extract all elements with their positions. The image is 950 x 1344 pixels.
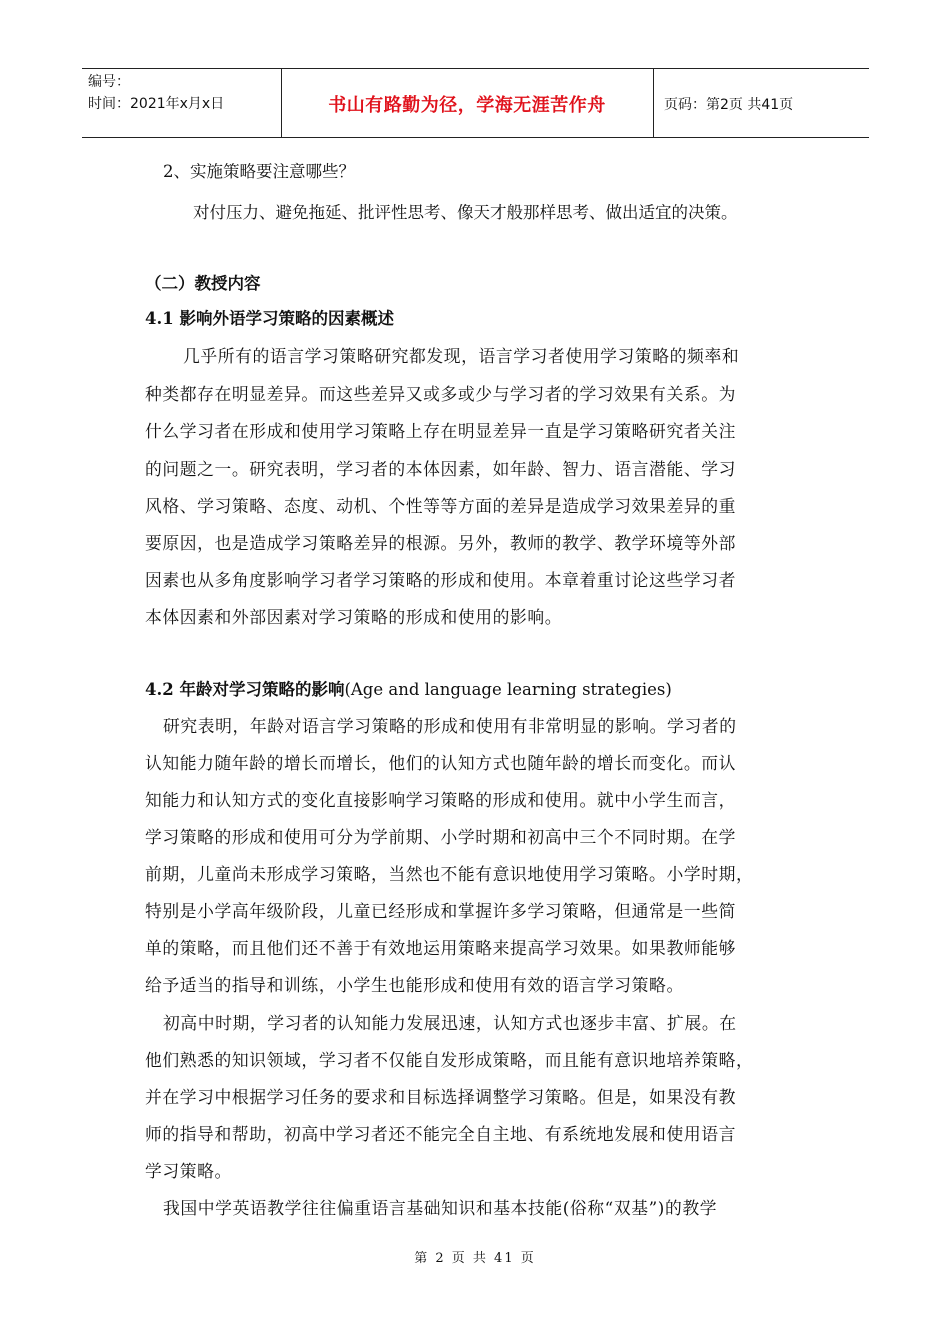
paragraph-line: 我国中学英语教学往往偏重语言基础知识和基本技能(俗称“双基”)的教学 bbox=[163, 1198, 718, 1218]
paragraph-line: 风格、学习策略、态度、动机、个性等等方面的差异是造成学习效果差异的重 bbox=[145, 496, 736, 516]
paragraph-line: 学习策略。 bbox=[145, 1161, 232, 1181]
paragraph-line: 给予适当的指导和训练，小学生也能形成和使用有效的语言学习策略。 bbox=[145, 975, 684, 995]
paragraph-line: 师的指导和帮助，初高中学习者还不能完全自主地、有系统地发展和使用语言 bbox=[145, 1124, 736, 1144]
section-4-2-heading-main: 4.2 年龄对学习策略的影响 bbox=[145, 680, 345, 699]
paragraph-line: 研究表明，年龄对语言学习策略的形成和使用有非常明显的影响。学习者的 bbox=[163, 716, 737, 736]
paragraph-line: 学习策略的形成和使用可分为学前期、小学时期和初高中三个不同时期。在学 bbox=[145, 827, 736, 847]
number-label: 编号： bbox=[88, 74, 130, 90]
page-footer: 第 2 页 共 41 页 bbox=[414, 1251, 536, 1266]
header-divider bbox=[653, 69, 654, 137]
paragraph-line: 初高中时期，学习者的认知能力发展迅速，认知方式也逐步丰富、扩展。在 bbox=[163, 1013, 737, 1033]
paragraph-line: 几乎所有的语言学习策略研究都发现，语言学习者使用学习策略的频率和 bbox=[183, 346, 740, 366]
header-left-cell bbox=[88, 71, 224, 115]
paragraph-line: 要原因，也是造成学习策略差异的根源。另外，教师的教学、教学环境等外部 bbox=[145, 533, 736, 553]
section-4-1-heading: 4.1 影响外语学习策略的因素概述 bbox=[145, 309, 394, 328]
paragraph-line: 认知能力随年龄的增长而增长，他们的认知方式也随年龄的增长而变化。而认 bbox=[145, 753, 736, 773]
section-4-2-heading bbox=[145, 676, 672, 700]
header-page-info: 页码：第2页 共41页 bbox=[664, 97, 794, 113]
paragraph-line: 单的策略，而且他们还不善于有效地运用策略来提高学习效果。如果教师能够 bbox=[145, 938, 736, 958]
section-4-2-heading-english: (Age and language learning strategies) bbox=[344, 680, 672, 699]
page-header bbox=[82, 68, 869, 138]
question-title: 2、实施策略要注意哪些？ bbox=[163, 162, 355, 181]
paragraph-line: 并在学习中根据学习任务的要求和目标选择调整学习策略。但是，如果没有教 bbox=[145, 1087, 736, 1107]
paragraph-line: 什么学习者在形成和使用学习策略上存在明显差异一直是学习策略研究者关注 bbox=[145, 421, 736, 441]
section-heading: （二）教授内容 bbox=[145, 274, 261, 293]
paragraph-line: 特别是小学高年级阶段，儿童已经形成和掌握许多学习策略，但通常是一些简 bbox=[145, 901, 736, 921]
date-label: 时间：2021年x月x日 bbox=[88, 96, 225, 112]
header-motto: 书山有路勤为径，学海无涯苦作舟 bbox=[328, 95, 606, 116]
paragraph-line: 前期，儿童尚未形成学习策略，当然也不能有意识地使用学习策略。小学时期， bbox=[145, 864, 754, 884]
paragraph-line: 种类都存在明显差异。而这些差异又或多或少与学习者的学习效果有关系。为 bbox=[145, 384, 736, 404]
paragraph-line: 他们熟悉的知识领域，学习者不仅能自发形成策略，而且能有意识地培养策略， bbox=[145, 1050, 754, 1070]
paragraph-line: 因素也从多角度影响学习者学习策略的形成和使用。本章着重讨论这些学习者 bbox=[145, 570, 736, 590]
paragraph-line: 的问题之一。研究表明，学习者的本体因素，如年龄、智力、语言潜能、学习 bbox=[145, 459, 736, 479]
paragraph-line: 知能力和认知方式的变化直接影响学习策略的形成和使用。就中小学生而言， bbox=[145, 790, 736, 810]
question-answer: 对付压力、避免拖延、批评性思考、像天才般那样思考、做出适宜的决策。 bbox=[193, 203, 738, 222]
paragraph-line: 本体因素和外部因素对学习策略的形成和使用的影响。 bbox=[145, 607, 563, 627]
